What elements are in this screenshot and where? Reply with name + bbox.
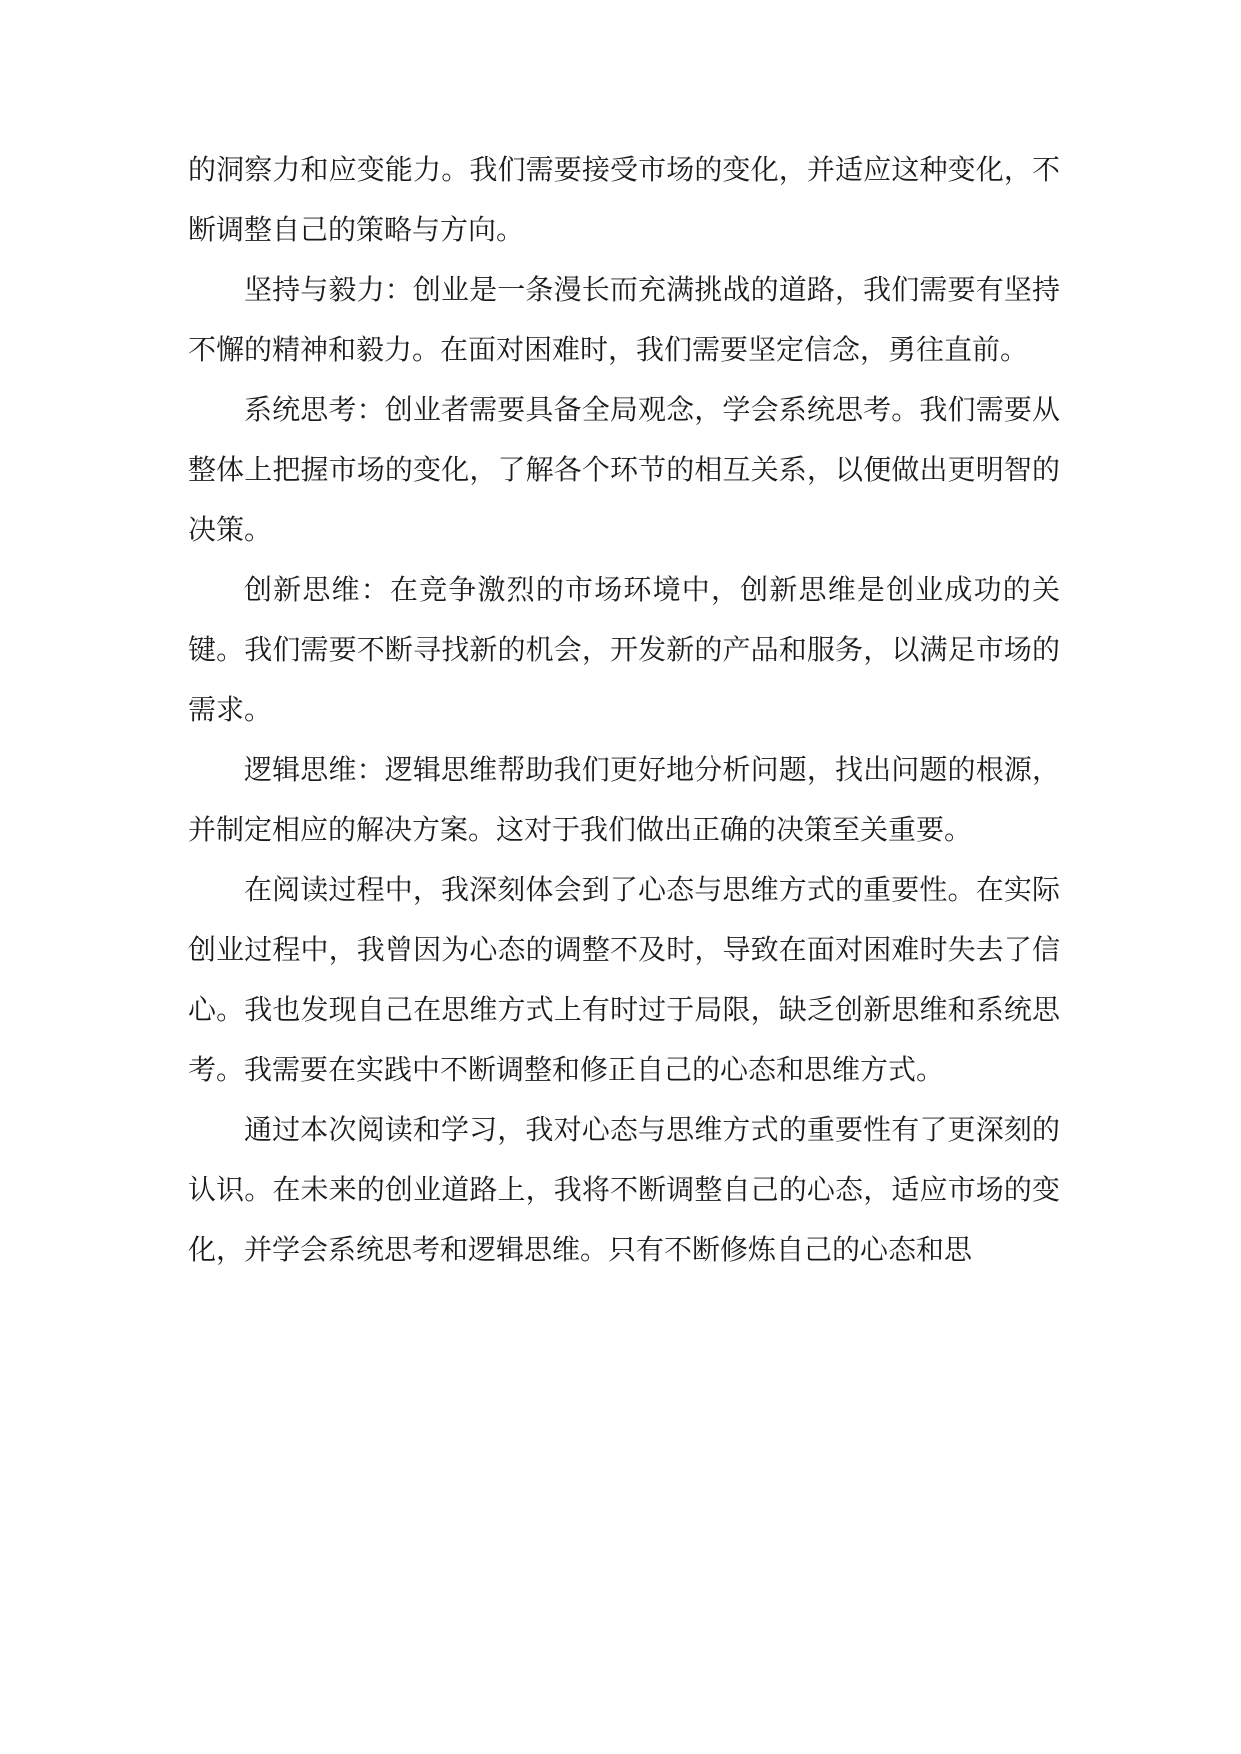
document-body <box>188 140 1060 1280</box>
paragraph-innovative-thinking: 创新思维：在竞争激烈的市场环境中，创新思维是创业成功的关键。我们需要不断寻找新的机会，开发新的产品和服务，以满足市场的需求。 <box>188 573 1060 726</box>
paragraph-systems-thinking: 系统思考：创业者需要具备全局观念，学会系统思考。我们需要从整体上把握市场的变化，了解各个环节的相互关系，以便做出更明智的决策。 <box>188 393 1060 546</box>
paragraph-conclusion: 通过本次阅读和学习，我对心态与思维方式的重要性有了更深刻的认识。在未来的创业道路上，我将不断调整自己的心态，适应市场的变化，并学会系统思考和逻辑思维。只有不断修炼自己的心态和思 <box>188 1113 1060 1266</box>
paragraph-logical-thinking: 逻辑思维：逻辑思维帮助我们更好地分析问题，找出问题的根源，并制定相应的解决方案。这对于我们做出正确的决策至关重要。 <box>188 753 1060 846</box>
paragraph-continuation: 的洞察力和应变能力。我们需要接受市场的变化，并适应这种变化，不断调整自己的策略与方向。 <box>188 153 1060 246</box>
paragraph-reflection: 在阅读过程中，我深刻体会到了心态与思维方式的重要性。在实际创业过程中，我曾因为心态的调整不及时，导致在面对困难时失去了信心。我也发现自己在思维方式上有时过于局限，缺乏创新思维和系统思考。我需要在实践中不断调整和修正自己的心态和思维方式。 <box>188 873 1060 1086</box>
paragraph-persistence: 坚持与毅力：创业是一条漫长而充满挑战的道路，我们需要有坚持不懈的精神和毅力。在面对困难时，我们需要坚定信念，勇往直前。 <box>188 273 1060 366</box>
